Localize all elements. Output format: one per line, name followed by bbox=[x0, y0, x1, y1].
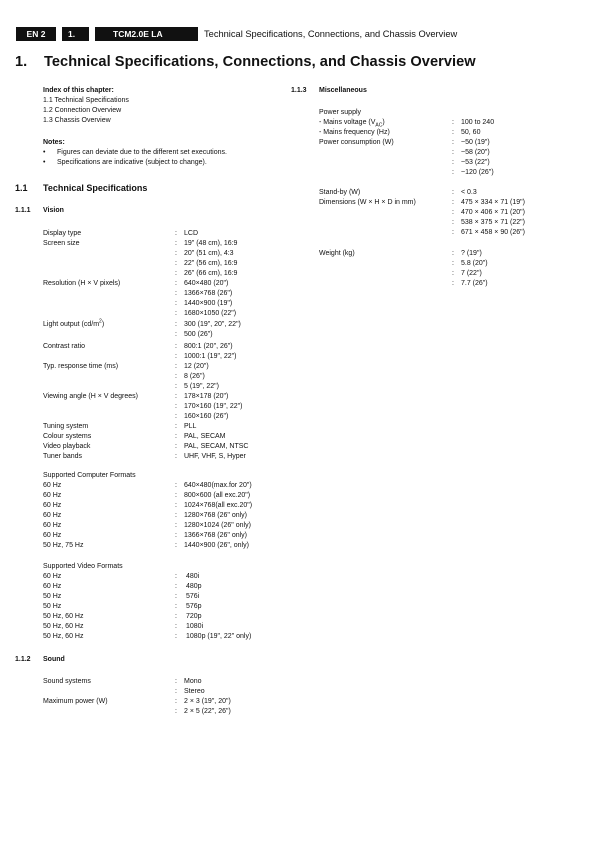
spec-label: Viewing angle (H × V degrees) bbox=[43, 393, 139, 400]
section-1-1-number: 1.1 bbox=[15, 183, 28, 193]
misc-title: Miscellaneous bbox=[319, 87, 367, 94]
chapter-number-badge bbox=[62, 27, 89, 41]
sound-number: 1.1.2 bbox=[15, 656, 31, 663]
misc-row: - Mains frequency (Hz) : 50, 60 bbox=[319, 129, 481, 136]
spec-label: 60 Hz bbox=[43, 573, 62, 580]
mains-voltage-row: - Mains voltage $(V_{AC})$ : 100 to 240 bbox=[319, 119, 495, 129]
computer-format-row: 60 Hz : 1024×768(all exc.20") bbox=[43, 502, 253, 509]
video-format-row: 50 Hz, 60 Hz : 1080i bbox=[43, 623, 204, 630]
sound-row: Maximum power (W) : 2 × 3 (19", 20") bbox=[43, 698, 231, 705]
spec-value: 5 (19", 22") bbox=[184, 383, 219, 390]
vision-row: Viewing angle (H × V degrees) : 178×178 (20") bbox=[43, 393, 229, 400]
video-formats-title: Supported Video Formats bbox=[43, 563, 123, 570]
spec-value: 1440×900 (19") bbox=[184, 300, 233, 307]
spec-value: 1440×900 (26", only) bbox=[184, 542, 249, 549]
section-1-1-title: Technical Specifications bbox=[43, 183, 148, 193]
spec-label: 60 Hz bbox=[43, 512, 62, 519]
misc-number: 1.1.3 bbox=[291, 87, 307, 94]
model-badge bbox=[95, 27, 198, 41]
vision-row: Resolution (H × V pixels) : 640×480 (20") bbox=[43, 280, 229, 287]
sound-row: Sound systems : Mono bbox=[43, 678, 202, 685]
spec-label: 50 Hz, 60 Hz bbox=[43, 633, 84, 640]
notes-title: Notes: bbox=[43, 139, 65, 146]
spec-value: 480p bbox=[186, 583, 202, 590]
computer-format-row: 60 Hz : 1366×768 (26" only) bbox=[43, 532, 248, 539]
spec-value: 2 × 3 (19", 20") bbox=[184, 698, 231, 705]
vision-row: Video playback : PAL, SECAM, NTSC bbox=[43, 443, 249, 450]
spec-value: 1280×1024 (26" only) bbox=[184, 522, 251, 529]
spec-label: 60 Hz bbox=[43, 522, 62, 529]
spec-value: 640×480(max.for 20") bbox=[184, 482, 252, 489]
video-format-row: 50 Hz : 576i bbox=[43, 593, 200, 600]
vision-number: 1.1.1 bbox=[15, 207, 31, 214]
misc-row: Weight (kg) : ? (19") bbox=[319, 250, 482, 257]
power-supply-label: Power supply bbox=[319, 109, 362, 116]
spec-value: 50, 60 bbox=[461, 129, 481, 136]
misc-row: Dimensions (W × H × D in mm) : 475 × 334 × 71 (19") bbox=[319, 199, 525, 206]
spec-label: 60 Hz bbox=[43, 492, 62, 499]
spec-label: Resolution (H × V pixels) bbox=[43, 280, 121, 287]
note-item: • Specifications are indicative (subject to change). bbox=[43, 159, 207, 166]
spec-value: 300 (19", 20", 22") bbox=[184, 321, 241, 328]
vision-row: Screen size : 19" (48 cm), 16:9 bbox=[43, 240, 238, 247]
vision-row: Tuning system : PLL bbox=[43, 423, 197, 430]
spec-label: 60 Hz bbox=[43, 583, 62, 590]
video-format-row: 50 Hz : 576p bbox=[43, 603, 202, 610]
spec-value: 470 × 406 × 71 (20") bbox=[461, 209, 525, 216]
model-name: TCM2.0E LA bbox=[113, 29, 163, 39]
spec-value: 170×160 (19", 22") bbox=[184, 403, 243, 410]
spec-label: Light output $(cd/m^2)$ bbox=[43, 318, 105, 328]
spec-value: LCD bbox=[184, 230, 199, 237]
spec-label: Maximum power (W) bbox=[43, 698, 108, 705]
spec-value: 8 (26") bbox=[184, 373, 205, 380]
vision-row: Colour systems : PAL, SECAM bbox=[43, 433, 226, 440]
spec-value: 178×178 (20") bbox=[184, 393, 229, 400]
spec-label: Weight (kg) bbox=[319, 250, 355, 257]
vision-row: Contrast ratio : 800:1 (20", 26") bbox=[43, 343, 233, 350]
spec-value: < 0.3 bbox=[461, 189, 477, 196]
index-item: 1.1 Technical Specifications bbox=[43, 97, 129, 104]
mains-voltage-label: - Mains voltage $(V_{AC})$ bbox=[319, 119, 385, 129]
spec-label: 50 Hz bbox=[43, 603, 62, 610]
spec-value: 1080p (19", 22" only) bbox=[186, 633, 252, 640]
spec-value: 500 (26") bbox=[184, 331, 213, 338]
mains-voltage-value: 100 to 240 bbox=[461, 119, 495, 126]
spec-value: 2 × 5 (22", 26") bbox=[184, 708, 231, 715]
spec-label: - Mains frequency (Hz) bbox=[319, 129, 390, 136]
spec-label: 60 Hz bbox=[43, 502, 62, 509]
video-format-row: 60 Hz : 480p bbox=[43, 583, 202, 590]
header-title: Technical Specifications, Connections, and Chassis Overview bbox=[204, 29, 458, 39]
misc-row: Stand-by (W) : < 0.3 bbox=[319, 189, 477, 196]
chapter-number: 1. bbox=[68, 29, 76, 39]
spec-value: ~50 (19") bbox=[461, 139, 490, 146]
spec-value: 720p bbox=[186, 613, 202, 620]
spec-label: Power consumption (W) bbox=[319, 139, 394, 146]
spec-value: 5.8 (20") bbox=[461, 260, 488, 267]
spec-value: PAL, SECAM, NTSC bbox=[184, 443, 249, 450]
computer-format-row: 60 Hz : 800×600 (all exc.20") bbox=[43, 492, 251, 499]
spec-label: Contrast ratio bbox=[43, 343, 86, 350]
spec-label: Typ. response time (ms) bbox=[43, 363, 119, 370]
video-format-row: 50 Hz, 60 Hz : 1080p (19", 22" only) bbox=[43, 633, 252, 640]
spec-value: 7 (22") bbox=[461, 270, 482, 277]
spec-value: ? (19") bbox=[461, 250, 482, 257]
spec-value: 1366×768 (26") bbox=[184, 290, 233, 297]
vision-row: Light output $(cd/m^2)$ : 300 (19", 20", 22") bbox=[43, 318, 241, 328]
spec-label: Stand-by (W) bbox=[319, 189, 361, 196]
spec-label: Tuner bands bbox=[43, 453, 83, 460]
spec-value: ~58 (20") bbox=[461, 149, 490, 156]
spec-value: Stereo bbox=[184, 688, 205, 695]
note-item: • Figures can deviate due to the different set executions. bbox=[43, 149, 227, 156]
spec-value: PAL, SECAM bbox=[184, 433, 226, 440]
computer-format-row: 50 Hz, 75 Hz : 1440×900 (26", only) bbox=[43, 542, 249, 549]
spec-label: Video playback bbox=[43, 443, 91, 450]
vision-row: Tuner bands : UHF, VHF, S, Hyper bbox=[43, 453, 246, 460]
spec-label: Sound systems bbox=[43, 678, 91, 685]
spec-value: 1280×768 (26" only) bbox=[184, 512, 248, 519]
computer-formats-title: Supported Computer Formats bbox=[43, 472, 136, 479]
spec-value: 1680×1050 (22") bbox=[184, 310, 237, 317]
spec-value: 671 × 458 × 90 (26") bbox=[461, 229, 525, 236]
spec-value: 640×480 (20") bbox=[184, 280, 229, 287]
spec-label: 60 Hz bbox=[43, 532, 62, 539]
spec-value: 1000:1 (19", 22") bbox=[184, 353, 237, 360]
spec-label: 50 Hz, 75 Hz bbox=[43, 542, 84, 549]
page-number: EN 2 bbox=[26, 29, 46, 39]
misc-row: Power consumption (W) : ~50 (19") bbox=[319, 139, 490, 146]
vision-row: Display type : LCD bbox=[43, 230, 199, 237]
spec-value: 20" (51 cm), 4:3 bbox=[184, 250, 234, 257]
spec-label: 60 Hz bbox=[43, 482, 62, 489]
spec-value: 160×160 (26") bbox=[184, 413, 229, 420]
spec-value: 475 × 334 × 71 (19") bbox=[461, 199, 525, 206]
index-title: Index of this chapter: bbox=[43, 87, 114, 94]
spec-value: 1080i bbox=[186, 623, 204, 630]
spec-label: 50 Hz, 60 Hz bbox=[43, 613, 84, 620]
spec-label: Display type bbox=[43, 230, 82, 237]
spec-value: 800:1 (20", 26") bbox=[184, 343, 233, 350]
index-item: 1.2 Connection Overview bbox=[43, 107, 122, 114]
spec-label: Tuning system bbox=[43, 423, 89, 430]
spec-value: 576i bbox=[186, 593, 200, 600]
vision-title: Vision bbox=[43, 207, 64, 214]
spec-value: 1366×768 (26" only) bbox=[184, 532, 248, 539]
spec-value: 12 (20") bbox=[184, 363, 209, 370]
page-number-badge bbox=[16, 27, 56, 41]
spec-label: 50 Hz, 60 Hz bbox=[43, 623, 84, 630]
spec-value: 22" (56 cm), 16:9 bbox=[184, 260, 238, 267]
index-item: 1.3 Chassis Overview bbox=[43, 117, 111, 124]
spec-value: 538 × 375 × 71 (22") bbox=[461, 219, 525, 226]
chapter-heading-title: Technical Specifications, Connections, and Chassis Overview bbox=[44, 54, 476, 70]
video-format-row: 60 Hz : 480i bbox=[43, 573, 200, 580]
spec-value: Mono bbox=[184, 678, 202, 685]
video-format-row: 50 Hz, 60 Hz : 720p bbox=[43, 613, 202, 620]
computer-format-row: 60 Hz : 1280×1024 (26" only) bbox=[43, 522, 251, 529]
chapter-heading bbox=[15, 54, 476, 70]
vision-row: Typ. response time (ms) : 12 (20") bbox=[43, 363, 209, 370]
computer-format-row: 60 Hz : 1280×768 (26" only) bbox=[43, 512, 248, 519]
spec-value: 26" (66 cm), 16:9 bbox=[184, 270, 238, 277]
spec-value: ~120 (26") bbox=[461, 169, 494, 176]
spec-value: 7.7 (26") bbox=[461, 280, 488, 287]
spec-label: Screen size bbox=[43, 240, 80, 247]
spec-label: 50 Hz bbox=[43, 593, 62, 600]
chapter-heading-number: 1. bbox=[15, 54, 28, 70]
spec-value: UHF, VHF, S, Hyper bbox=[184, 453, 246, 460]
computer-format-row: 60 Hz : 640×480(max.for 20") bbox=[43, 482, 252, 489]
spec-value: 576p bbox=[186, 603, 202, 610]
spec-value: 800×600 (all exc.20") bbox=[184, 492, 251, 499]
spec-value: 19" (48 cm), 16:9 bbox=[184, 240, 238, 247]
spec-value: PLL bbox=[184, 423, 197, 430]
spec-label: Colour systems bbox=[43, 433, 92, 440]
sound-title: Sound bbox=[43, 656, 65, 663]
spec-value: 1024×768(all exc.20") bbox=[184, 502, 253, 509]
spec-value: ~53 (22") bbox=[461, 159, 490, 166]
spec-value: 480i bbox=[186, 573, 200, 580]
spec-label: Dimensions (W × H × D in mm) bbox=[319, 199, 416, 206]
